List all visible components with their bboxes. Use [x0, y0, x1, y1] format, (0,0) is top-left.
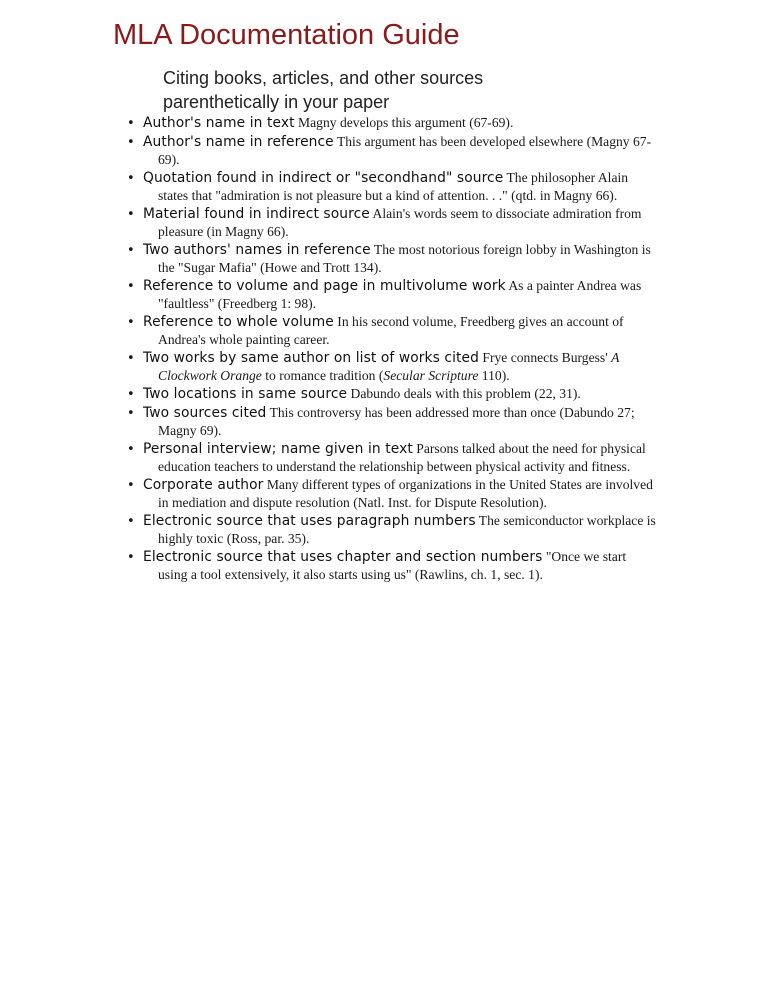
bullet-icon: • — [127, 243, 135, 258]
bullet-icon: • — [127, 550, 135, 565]
entry-example: This controversy has been addressed more than once (Dabundo 27; Magny 69). — [158, 405, 635, 438]
citation-list — [111, 114, 656, 584]
book-title-clockwork-orange: A Clockwork Orange — [158, 350, 620, 383]
list-item — [111, 404, 656, 439]
bullet-icon: • — [127, 315, 135, 330]
entry-term: Electronic source that uses chapter and section numbers — [143, 549, 543, 565]
list-item — [111, 385, 656, 403]
bullet-icon: • — [127, 387, 135, 402]
bullet-icon: • — [127, 478, 135, 493]
list-item — [111, 114, 656, 132]
list-item — [111, 313, 656, 348]
entry-example-before: Frye connects Burgess' — [482, 350, 612, 365]
book-title-secular-scripture: Secular Scripture — [383, 368, 479, 383]
bullet-icon: • — [127, 135, 135, 150]
entry-term: Author's name in text — [143, 115, 295, 131]
entry-example: In his second volume, Freedberg gives an account of Andrea's whole painting career. — [158, 314, 624, 347]
entry-example: The semiconductor workplace is highly toxic (Ross, par. 35). — [158, 513, 656, 546]
entry-example: Parsons talked about the need for physical education teachers to understand the relationship between physical activity and fitness. — [158, 441, 646, 474]
bullet-icon: • — [127, 116, 135, 131]
entry-term: Two authors' names in reference — [143, 242, 371, 258]
entry-term: Two locations in same source — [143, 386, 348, 402]
entry-term: Corporate author — [143, 477, 264, 493]
list-item — [111, 476, 656, 511]
entry-example: The philosopher Alain states that "admiration is not pleasure but a kind of attention. . ." (qtd. in Magny 66). — [158, 170, 629, 203]
list-item — [111, 169, 656, 204]
list-item — [111, 548, 656, 583]
entry-example: As a painter Andrea was "faultless" (Freedberg 1: 98). — [158, 278, 642, 311]
list-item — [111, 440, 656, 475]
bullet-icon: • — [127, 279, 135, 294]
entry-example: Many different types of organizations in the United States are involved in mediation and dispute resolution (Natl. Inst. for Dispute Resolution). — [158, 477, 653, 510]
bullet-icon: • — [127, 514, 135, 529]
entry-term: Personal interview; name given in text — [143, 441, 413, 457]
list-item — [111, 133, 656, 168]
entry-example: The most notorious foreign lobby in Washington is the "Sugar Mafia" (Howe and Trott 134). — [158, 242, 651, 275]
list-item — [111, 277, 656, 312]
list-item — [111, 512, 656, 547]
entry-term: Two works by same author on list of works cited — [143, 350, 479, 366]
entry-term: Author's name in reference — [143, 134, 334, 150]
entry-term: Two sources cited — [143, 405, 267, 421]
list-item — [111, 349, 656, 384]
entry-term: Electronic source that uses paragraph numbers — [143, 513, 476, 529]
entry-example: This argument has been developed elsewhere (Magny 67-69). — [158, 134, 652, 167]
entry-example-middle: to romance tradition ( — [261, 368, 384, 383]
entry-example: "Once we start using a tool extensively, it also starts using us" (Rawlins, ch. 1, sec. 1). — [158, 549, 627, 582]
entry-term: Reference to whole volume — [143, 314, 334, 330]
entry-example: Magny develops this argument (67-69). — [298, 115, 514, 130]
bullet-icon: • — [127, 207, 135, 222]
entry-term: Material found in indirect source — [143, 206, 370, 222]
list-item — [111, 241, 656, 276]
entry-example: Dabundo deals with this problem (22, 31). — [350, 386, 581, 401]
entry-example-after: 110). — [478, 368, 510, 383]
bullet-icon: • — [127, 406, 135, 421]
entry-example: Alain's words seem to dissociate admiration from pleasure (in Magny 66). — [158, 206, 642, 239]
page-title: MLA Documentation Guide — [113, 19, 460, 51]
bullet-icon: • — [127, 171, 135, 186]
entry-term: Quotation found in indirect or "secondhand" source — [143, 170, 504, 186]
bullet-icon: • — [127, 351, 135, 366]
list-item — [111, 205, 656, 240]
bullet-icon: • — [127, 442, 135, 457]
page-subtitle: Citing books, articles, and other sources parenthetically in your paper — [163, 68, 484, 112]
entry-term: Reference to volume and page in multivolume work — [143, 278, 506, 294]
